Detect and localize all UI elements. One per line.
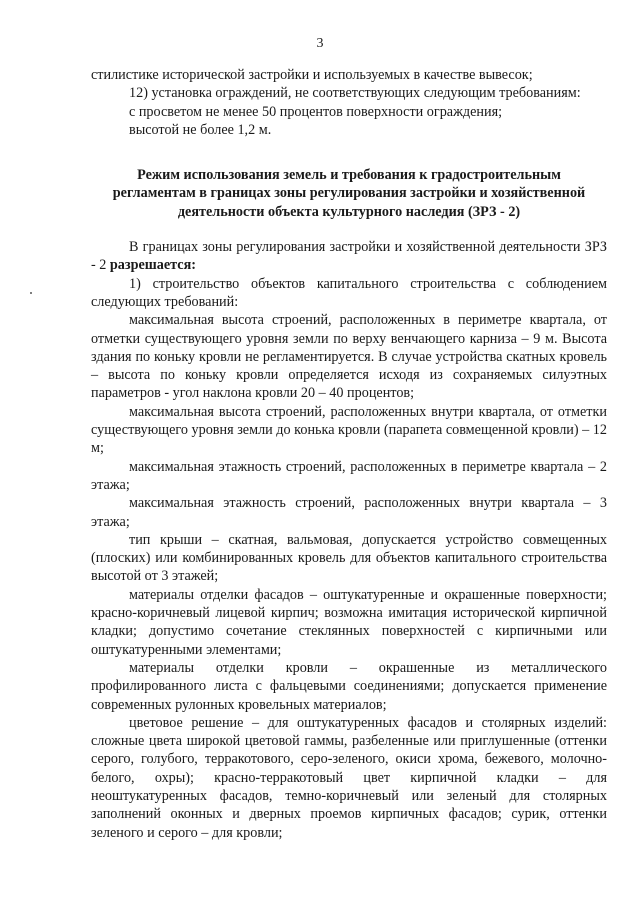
paragraph: материалы отделки фасадов – оштукатуренные и окрашенные поверхности; красно-коричневый лицевой кирпич; возможна имитация исторической кирпичной кладки; допустимо сочетание стеклянных поверхностей с кирпичными или оштукатуренными элементами; — [91, 586, 607, 658]
document-body — [91, 66, 607, 842]
list-item-12: 12) установка ограждений, не соответствующих следующим требованиям: — [129, 85, 581, 102]
paragraph: материалы отделки кровли – окрашенные из металлического профилированного листа с фальцевыми соединениями; допускается применение современных рулонных кровельных материалов; — [91, 659, 607, 713]
intro-bold: разрешается: — [109, 257, 197, 274]
paragraph: максимальная этажность строений, расположенных внутри квартала – 3 этажа; — [91, 495, 607, 530]
paragraph: цветовое решение – для оштукатуренных фасадов и столярных изделий: сложные цвета широкой цветовой гаммы, разбеленные или приглушенные (оттенки серого, голубого, терракотового, серо-зеленого, окиси хрома, бежевого, молочно-белого, охры); красно-терракотовый цвет кирпичной кладки – для неоштукатуренных фасадов, темно-коричневый или зеленый для столярных заполнений оконных и дверных проемов кирпичных фасадов; сурик, оттенки зеленого и серого – для кровли; — [91, 714, 607, 841]
scan-speck — [30, 292, 32, 294]
requirement-line: высотой не более 1,2 м. — [129, 121, 272, 138]
page-number: 3 — [316, 36, 324, 51]
paragraph: тип крыши – скатная, вальмовая, допускается устройство совмещенных (плоских) или комбинированных кровель для объектов капитального строительства высотой от 3 этажей; — [91, 531, 607, 585]
paragraph: максимальная высота строений, расположенных в периметре квартала, от отметки существующего уровня земли по верху венчающего карниза – 9 м. Высота здания по коньку кровли не регламентируется. В случае устройства скатных кровель – высота по коньку кровли определяется исходя из сохраняемых силуэтных параметров - угол наклона кровли 20 – 40 процентов; — [91, 312, 607, 402]
requirement-line: с просветом не менее 50 процентов поверхности ограждения; — [129, 103, 503, 120]
intro-paragraph — [91, 238, 607, 275]
paragraph: 1) строительство объектов капитального строительства с соблюдением следующих требований: — [91, 275, 607, 310]
paragraph: максимальная этажность строений, расположенных в периметре квартала – 2 этажа; — [91, 458, 607, 493]
intro-text: В границах зоны регулирования застройки и хозяйственной деятельности ЗРЗ - 2 — [91, 239, 607, 274]
continuation-line: стилистике исторической застройки и используемых в качестве вывесок; — [91, 67, 533, 83]
paragraph: максимальная высота строений, расположенных внутри квартала, от отметки существующего уровня земли до конька кровли (парапета совмещенной кровли) – 12 м; — [91, 403, 607, 457]
section-heading: Режим использования земель и требования к градостроительным регламентам в границах зоны регулирования застройки и хозяйственной деятельности объекта культурного наследия (ЗРЗ - 2) — [112, 167, 586, 220]
